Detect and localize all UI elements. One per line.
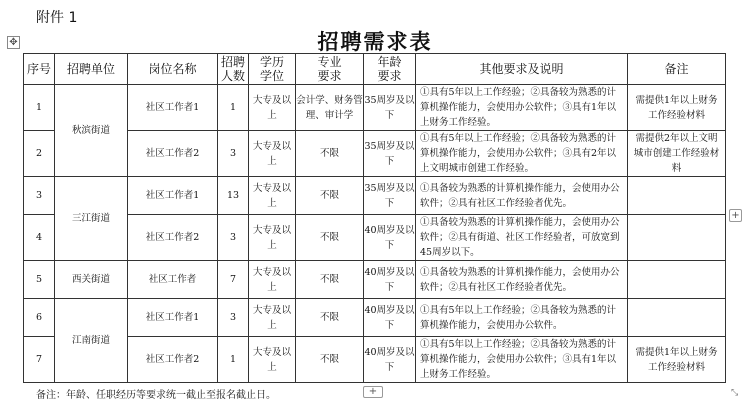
cell-no: 2 xyxy=(24,131,55,177)
header-requirements: 其他要求及说明 xyxy=(416,54,628,85)
cell-no: 5 xyxy=(24,261,55,299)
cell-age: 40周岁及以下 xyxy=(364,299,416,337)
cell-edu: 大专及以上 xyxy=(249,261,296,299)
table-row xyxy=(24,177,726,215)
cell-edu: 大专及以上 xyxy=(249,299,296,337)
header-no: 序号 xyxy=(24,54,55,85)
table-row xyxy=(24,337,726,383)
table-resize-handle-icon[interactable]: ⤡ xyxy=(731,388,739,398)
table-move-handle-icon[interactable]: ✥ xyxy=(7,36,20,49)
cell-major: 不限 xyxy=(296,337,364,383)
cell-requirements: ①具备较为熟悉的计算机操作能力，会使用办公软件；②具有社区工作经验者优先。 xyxy=(416,177,628,215)
page-title: 招聘需求表 xyxy=(317,29,433,54)
header-age: 年龄 要求 xyxy=(364,54,416,85)
cell-count: 7 xyxy=(218,261,249,299)
add-row-button[interactable]: + xyxy=(363,386,383,398)
cell-edu: 大专及以上 xyxy=(249,131,296,177)
attachment-label: 附件 1 xyxy=(36,10,78,26)
cell-note: 需提供2年以上文明城市创建工作经验材料 xyxy=(628,131,726,177)
cell-no: 3 xyxy=(24,177,55,215)
table-row xyxy=(24,215,726,261)
cell-edu: 大专及以上 xyxy=(249,177,296,215)
cell-no: 4 xyxy=(24,215,55,261)
header-major: 专业 要求 xyxy=(296,54,364,85)
add-column-button[interactable]: + xyxy=(729,209,742,222)
cell-no: 7 xyxy=(24,337,55,383)
cell-age: 35周岁及以下 xyxy=(364,131,416,177)
table-row xyxy=(24,261,726,299)
cell-major: 不限 xyxy=(296,215,364,261)
cell-count: 13 xyxy=(218,177,249,215)
cell-post: 社区工作者2 xyxy=(128,215,218,261)
cell-requirements: ①具有5年以上工作经验；②具备较为熟悉的计算机操作能力，会使用办公软件；③具有1年以上财务工作经验。 xyxy=(416,85,628,131)
cell-major: 会计学、财务管理、审计学 xyxy=(296,85,364,131)
cell-count: 3 xyxy=(218,299,249,337)
cell-note xyxy=(628,261,726,299)
cell-major: 不限 xyxy=(296,299,364,337)
cell-major: 不限 xyxy=(296,261,364,299)
header-count: 招聘 人数 xyxy=(218,54,249,85)
cell-edu: 大专及以上 xyxy=(249,337,296,383)
cell-note: 需提供1年以上财务工作经验材料 xyxy=(628,85,726,131)
cell-count: 1 xyxy=(218,85,249,131)
cell-count: 3 xyxy=(218,215,249,261)
cell-major: 不限 xyxy=(296,177,364,215)
cell-edu: 大专及以上 xyxy=(249,85,296,131)
cell-requirements: ①具备较为熟悉的计算机操作能力，会使用办公软件；②具有社区工作经验者优先。 xyxy=(416,261,628,299)
cell-post: 社区工作者1 xyxy=(128,299,218,337)
cell-age: 40周岁及以下 xyxy=(364,215,416,261)
table-row xyxy=(24,131,726,177)
cell-count: 3 xyxy=(218,131,249,177)
cell-post: 社区工作者 xyxy=(128,261,218,299)
table-footnote: 备注：年龄、任职经历等要求统一截止至报名截止日。 xyxy=(36,390,276,401)
cell-post: 社区工作者1 xyxy=(128,177,218,215)
cell-no: 1 xyxy=(24,85,55,131)
cell-note xyxy=(628,299,726,337)
header-edu: 学历 学位 xyxy=(249,54,296,85)
cell-count: 1 xyxy=(218,337,249,383)
cell-age: 40周岁及以下 xyxy=(364,337,416,383)
cell-requirements: ①具有5年以上工作经验；②具备较为熟悉的计算机操作能力，会使用办公软件；③具有1年以上财务工作经验。 xyxy=(416,337,628,383)
cell-post: 社区工作者2 xyxy=(128,337,218,383)
table-row xyxy=(24,299,726,337)
cell-requirements: ①具有5年以上工作经验；②具备较为熟悉的计算机操作能力，会使用办公软件。 xyxy=(416,299,628,337)
cell-major: 不限 xyxy=(296,131,364,177)
cell-edu: 大专及以上 xyxy=(249,215,296,261)
cell-note xyxy=(628,177,726,215)
cell-unit: 三江街道 xyxy=(55,177,128,261)
cell-no: 6 xyxy=(24,299,55,337)
cell-age: 35周岁及以下 xyxy=(364,177,416,215)
cell-note xyxy=(628,215,726,261)
cell-age: 40周岁及以下 xyxy=(364,261,416,299)
header-post: 岗位名称 xyxy=(128,54,218,85)
cell-post: 社区工作者2 xyxy=(128,131,218,177)
cell-unit: 秋滨街道 xyxy=(55,85,128,177)
cell-requirements: ①具有5年以上工作经验；②具备较为熟悉的计算机操作能力，会使用办公软件；③具有2年以上文明城市创建工作经验。 xyxy=(416,131,628,177)
cell-unit: 西关街道 xyxy=(55,261,128,299)
cell-age: 35周岁及以下 xyxy=(364,85,416,131)
cell-post: 社区工作者1 xyxy=(128,85,218,131)
header-note: 备注 xyxy=(628,54,726,85)
table-row xyxy=(24,85,726,131)
table-header-row xyxy=(24,54,726,85)
cell-requirements: ①具备较为熟悉的计算机操作能力，会使用办公软件；②具有街道、社区工作经验者，可放宽到45周岁以下。 xyxy=(416,215,628,261)
cell-note: 需提供1年以上财务工作经验材料 xyxy=(628,337,726,383)
cell-unit: 江南街道 xyxy=(55,299,128,383)
header-unit: 招聘单位 xyxy=(55,54,128,85)
recruitment-table xyxy=(23,53,726,383)
